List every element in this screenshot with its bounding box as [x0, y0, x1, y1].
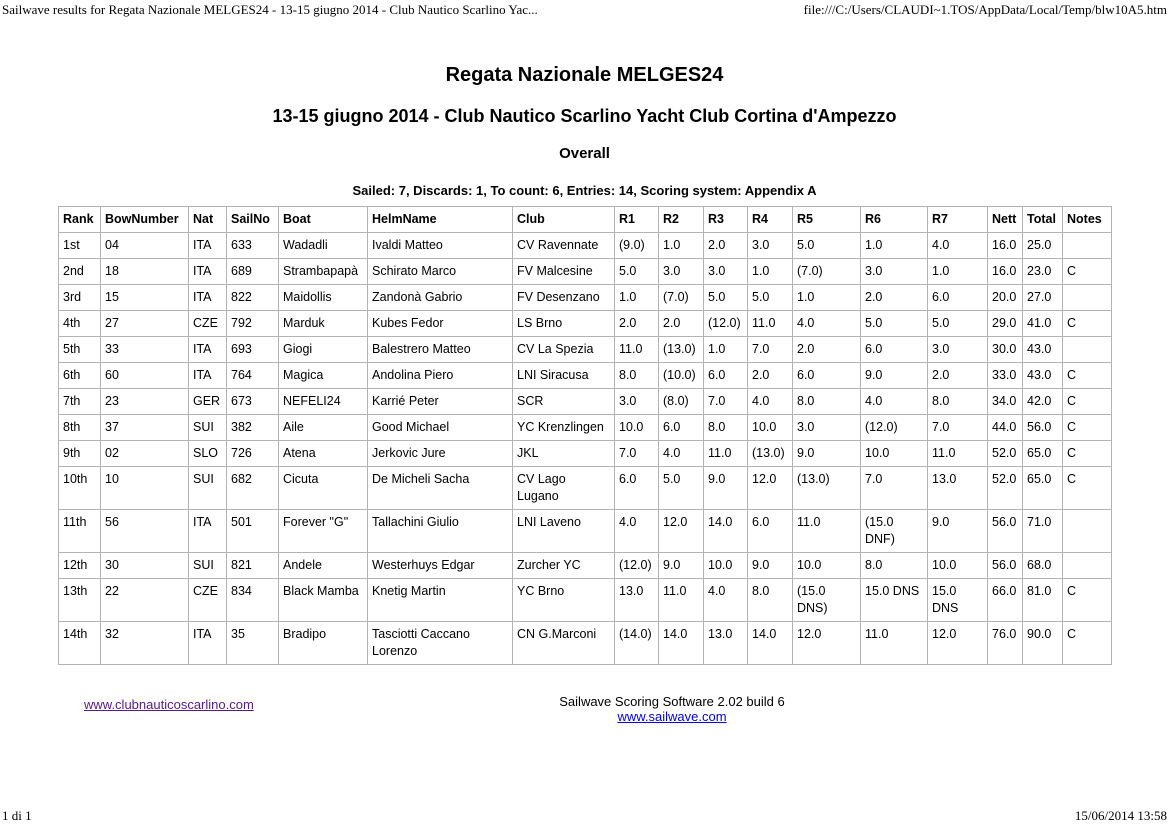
table-header-row: [59, 207, 1112, 233]
table-cell: Knetig Martin: [368, 579, 513, 622]
table-row: [59, 415, 1112, 441]
table-cell: 3.0: [748, 233, 793, 259]
table-cell: 23.0: [1023, 259, 1063, 285]
table-cell: Tasciotti Caccano Lorenzo: [368, 622, 513, 665]
table-cell: 6.0: [704, 363, 748, 389]
table-row: [59, 233, 1112, 259]
table-cell: 6.0: [659, 415, 704, 441]
table-cell: 1.0: [615, 285, 659, 311]
table-row: [59, 337, 1112, 363]
table-cell: 25.0: [1023, 233, 1063, 259]
table-row: [59, 622, 1112, 665]
table-cell: 7.0: [928, 415, 988, 441]
table-cell: Cicuta: [279, 467, 368, 510]
table-cell: Good Michael: [368, 415, 513, 441]
table-cell: ITA: [189, 259, 227, 285]
table-cell: Black Mamba: [279, 579, 368, 622]
table-cell: Zurcher YC: [513, 553, 615, 579]
table-cell: Schirato Marco: [368, 259, 513, 285]
table-cell: 8th: [59, 415, 101, 441]
column-header: R7: [928, 207, 988, 233]
table-cell: C: [1063, 579, 1112, 622]
table-cell: 65.0: [1023, 441, 1063, 467]
table-row: [59, 467, 1112, 510]
table-cell: ITA: [189, 510, 227, 553]
table-cell: 42.0: [1023, 389, 1063, 415]
table-cell: 689: [227, 259, 279, 285]
club-website-link[interactable]: www.clubnauticoscarlino.com: [84, 697, 254, 712]
table-cell: 71.0: [1023, 510, 1063, 553]
table-cell: 33: [101, 337, 189, 363]
table-cell: C: [1063, 622, 1112, 665]
table-cell: 3.0: [704, 259, 748, 285]
table-cell: C: [1063, 311, 1112, 337]
table-cell: 29.0: [988, 311, 1023, 337]
table-cell: 673: [227, 389, 279, 415]
table-cell: SUI: [189, 467, 227, 510]
table-cell: 4.0: [659, 441, 704, 467]
table-cell: 6th: [59, 363, 101, 389]
page-count: 1 di 1: [2, 808, 32, 823]
table-cell: 12.0: [748, 467, 793, 510]
table-cell: 8.0: [793, 389, 861, 415]
table-cell: LNI Siracusa: [513, 363, 615, 389]
table-cell: 90.0: [1023, 622, 1063, 665]
print-header-url: file:///C:/Users/CLAUDI~1.TOS/AppData/Local/Temp/blw10A5.htm: [803, 2, 1167, 17]
table-cell: 633: [227, 233, 279, 259]
table-cell: [1063, 233, 1112, 259]
table-cell: 2nd: [59, 259, 101, 285]
table-cell: 2.0: [615, 311, 659, 337]
software-credit-text: Sailwave Scoring Software 2.02 build 6: [559, 694, 785, 709]
table-cell: 13.0: [704, 622, 748, 665]
table-cell: 3rd: [59, 285, 101, 311]
table-cell: LNI Laveno: [513, 510, 615, 553]
table-cell: C: [1063, 363, 1112, 389]
print-header-title: Sailwave results for Regata Nazionale MELGES24 - 13-15 giugno 2014 - Club Nautico Scarlino Yac...: [2, 2, 538, 17]
table-cell: 10: [101, 467, 189, 510]
table-cell: Andele: [279, 553, 368, 579]
table-cell: 27: [101, 311, 189, 337]
table-cell: 10.0: [704, 553, 748, 579]
table-cell: 2.0: [659, 311, 704, 337]
column-header: Nett: [988, 207, 1023, 233]
table-cell: 14th: [59, 622, 101, 665]
table-cell: 16.0: [988, 259, 1023, 285]
table-cell: 4.0: [748, 389, 793, 415]
table-cell: (9.0): [615, 233, 659, 259]
table-cell: (15.0 DNS): [793, 579, 861, 622]
table-cell: 1.0: [861, 233, 928, 259]
table-cell: 41.0: [1023, 311, 1063, 337]
table-cell: ITA: [189, 622, 227, 665]
table-cell: 5.0: [861, 311, 928, 337]
table-cell: 52.0: [988, 441, 1023, 467]
table-cell: Zandonà Gabrio: [368, 285, 513, 311]
table-cell: 11.0: [928, 441, 988, 467]
table-cell: (12.0): [615, 553, 659, 579]
table-cell: NEFELI24: [279, 389, 368, 415]
table-cell: JKL: [513, 441, 615, 467]
table-cell: 501: [227, 510, 279, 553]
table-cell: 682: [227, 467, 279, 510]
table-cell: Balestrero Matteo: [368, 337, 513, 363]
table-cell: C: [1063, 259, 1112, 285]
table-cell: Karrié Peter: [368, 389, 513, 415]
table-row: [59, 441, 1112, 467]
table-cell: 9.0: [659, 553, 704, 579]
table-cell: 5th: [59, 337, 101, 363]
table-cell: Bradipo: [279, 622, 368, 665]
table-cell: 8.0: [928, 389, 988, 415]
table-cell: 1.0: [704, 337, 748, 363]
table-cell: 30.0: [988, 337, 1023, 363]
table-cell: 81.0: [1023, 579, 1063, 622]
table-cell: [1063, 337, 1112, 363]
table-cell: 3.0: [615, 389, 659, 415]
table-cell: 37: [101, 415, 189, 441]
table-cell: 10.0: [793, 553, 861, 579]
column-header: Boat: [279, 207, 368, 233]
table-cell: 5.0: [928, 311, 988, 337]
table-cell: Marduk: [279, 311, 368, 337]
table-cell: FV Desenzano: [513, 285, 615, 311]
table-cell: 5.0: [659, 467, 704, 510]
table-cell: 35: [227, 622, 279, 665]
table-cell: 11th: [59, 510, 101, 553]
table-cell: 11.0: [793, 510, 861, 553]
table-row: [59, 259, 1112, 285]
table-cell: 726: [227, 441, 279, 467]
table-cell: 14.0: [704, 510, 748, 553]
table-cell: Wadadli: [279, 233, 368, 259]
table-cell: Aile: [279, 415, 368, 441]
table-cell: 693: [227, 337, 279, 363]
table-cell: 27.0: [1023, 285, 1063, 311]
table-cell: 764: [227, 363, 279, 389]
table-cell: 52.0: [988, 467, 1023, 510]
table-cell: 9.0: [861, 363, 928, 389]
table-cell: YC Brno: [513, 579, 615, 622]
table-cell: (13.0): [748, 441, 793, 467]
table-cell: 68.0: [1023, 553, 1063, 579]
table-cell: SCR: [513, 389, 615, 415]
table-cell: 2.0: [704, 233, 748, 259]
table-cell: 8.0: [615, 363, 659, 389]
table-cell: 13.0: [615, 579, 659, 622]
table-cell: 7th: [59, 389, 101, 415]
table-cell: (12.0): [704, 311, 748, 337]
table-cell: ITA: [189, 363, 227, 389]
table-cell: 15: [101, 285, 189, 311]
scoring-summary: Sailed: 7, Discards: 1, To count: 6, Entries: 14, Scoring system: Appendix A: [352, 183, 817, 198]
table-cell: 10th: [59, 467, 101, 510]
table-cell: 15.0 DNS: [861, 579, 928, 622]
column-header: Notes: [1063, 207, 1112, 233]
table-cell: Maidollis: [279, 285, 368, 311]
table-cell: 43.0: [1023, 363, 1063, 389]
table-cell: 8.0: [861, 553, 928, 579]
event-subtitle: 13-15 giugno 2014 - Club Nautico Scarlino Yacht Club Cortina d'Ampezzo: [272, 106, 897, 126]
column-header: SailNo: [227, 207, 279, 233]
table-cell: YC Krenzlingen: [513, 415, 615, 441]
table-cell: Tallachini Giulio: [368, 510, 513, 553]
table-cell: 4.0: [793, 311, 861, 337]
column-header: R3: [704, 207, 748, 233]
table-cell: Jerkovic Jure: [368, 441, 513, 467]
table-cell: CN G.Marconi: [513, 622, 615, 665]
table-cell: CV La Spezia: [513, 337, 615, 363]
table-body: [59, 233, 1112, 665]
table-cell: 10.0: [928, 553, 988, 579]
table-cell: 5.0: [793, 233, 861, 259]
table-cell: (10.0): [659, 363, 704, 389]
table-cell: 04: [101, 233, 189, 259]
table-cell: 7.0: [615, 441, 659, 467]
table-cell: 9.0: [748, 553, 793, 579]
table-row: [59, 389, 1112, 415]
column-header: R5: [793, 207, 861, 233]
table-cell: 10.0: [861, 441, 928, 467]
table-cell: 16.0: [988, 233, 1023, 259]
table-cell: 3.0: [659, 259, 704, 285]
table-cell: Andolina Piero: [368, 363, 513, 389]
table-cell: 02: [101, 441, 189, 467]
column-header: R6: [861, 207, 928, 233]
table-cell: 14.0: [748, 622, 793, 665]
table-cell: 2.0: [748, 363, 793, 389]
software-credit: [545, 694, 799, 724]
table-cell: (14.0): [615, 622, 659, 665]
table-cell: [1063, 510, 1112, 553]
table-cell: ITA: [189, 233, 227, 259]
sailwave-link[interactable]: www.sailwave.com: [617, 709, 727, 724]
table-cell: 4.0: [615, 510, 659, 553]
table-cell: 11.0: [615, 337, 659, 363]
table-cell: 6.0: [861, 337, 928, 363]
table-cell: De Micheli Sacha: [368, 467, 513, 510]
table-cell: 4.0: [928, 233, 988, 259]
table-cell: (7.0): [793, 259, 861, 285]
table-cell: 3.0: [793, 415, 861, 441]
table-cell: Westerhuys Edgar: [368, 553, 513, 579]
table-cell: 23: [101, 389, 189, 415]
table-cell: 11.0: [659, 579, 704, 622]
column-header: Rank: [59, 207, 101, 233]
table-cell: 12.0: [659, 510, 704, 553]
column-header: R2: [659, 207, 704, 233]
table-cell: 14.0: [659, 622, 704, 665]
table-cell: 6.0: [615, 467, 659, 510]
table-cell: 1.0: [793, 285, 861, 311]
table-cell: 30: [101, 553, 189, 579]
table-cell: 12th: [59, 553, 101, 579]
section-title: Overall: [559, 145, 610, 162]
table-cell: 4.0: [861, 389, 928, 415]
table-cell: 1.0: [928, 259, 988, 285]
table-cell: 15.0 DNS: [928, 579, 988, 622]
column-header: BowNumber: [101, 207, 189, 233]
column-header: Total: [1023, 207, 1063, 233]
table-cell: GER: [189, 389, 227, 415]
table-cell: 33.0: [988, 363, 1023, 389]
table-cell: 6.0: [928, 285, 988, 311]
table-cell: 12.0: [928, 622, 988, 665]
table-cell: LS Brno: [513, 311, 615, 337]
table-cell: 9th: [59, 441, 101, 467]
table-cell: Strambapapà: [279, 259, 368, 285]
table-cell: [1063, 553, 1112, 579]
column-header: HelmName: [368, 207, 513, 233]
table-cell: Atena: [279, 441, 368, 467]
table-cell: 9.0: [928, 510, 988, 553]
table-cell: SUI: [189, 553, 227, 579]
table-cell: 1.0: [748, 259, 793, 285]
table-cell: 8.0: [704, 415, 748, 441]
table-cell: Ivaldi Matteo: [368, 233, 513, 259]
table-cell: C: [1063, 389, 1112, 415]
column-header: Club: [513, 207, 615, 233]
table-cell: 7.0: [861, 467, 928, 510]
table-cell: 56.0: [988, 510, 1023, 553]
table-cell: 65.0: [1023, 467, 1063, 510]
table-cell: 382: [227, 415, 279, 441]
table-cell: 13th: [59, 579, 101, 622]
table-row: [59, 579, 1112, 622]
table-cell: (13.0): [793, 467, 861, 510]
table-cell: ITA: [189, 337, 227, 363]
table-cell: 11.0: [861, 622, 928, 665]
table-cell: CV Lago Lugano: [513, 467, 615, 510]
table-cell: FV Malcesine: [513, 259, 615, 285]
table-cell: 9.0: [704, 467, 748, 510]
table-cell: SUI: [189, 415, 227, 441]
table-cell: 20.0: [988, 285, 1023, 311]
table-cell: 8.0: [748, 579, 793, 622]
column-header: Nat: [189, 207, 227, 233]
table-cell: 43.0: [1023, 337, 1063, 363]
table-cell: (12.0): [861, 415, 928, 441]
table-cell: 32: [101, 622, 189, 665]
table-cell: 22: [101, 579, 189, 622]
table-cell: CZE: [189, 579, 227, 622]
table-cell: 822: [227, 285, 279, 311]
table-cell: (15.0 DNF): [861, 510, 928, 553]
table-row: [59, 553, 1112, 579]
table-cell: 34.0: [988, 389, 1023, 415]
table-cell: 834: [227, 579, 279, 622]
table-cell: 1st: [59, 233, 101, 259]
table-cell: 2.0: [793, 337, 861, 363]
table-cell: C: [1063, 467, 1112, 510]
table-cell: CV Ravennate: [513, 233, 615, 259]
table-cell: 56: [101, 510, 189, 553]
column-header: R4: [748, 207, 793, 233]
table-cell: 10.0: [615, 415, 659, 441]
table-cell: 76.0: [988, 622, 1023, 665]
table-cell: 13.0: [928, 467, 988, 510]
table-cell: 7.0: [748, 337, 793, 363]
print-footer: [0, 808, 1169, 826]
table-cell: 56.0: [1023, 415, 1063, 441]
table-cell: 56.0: [988, 553, 1023, 579]
table-cell: 11.0: [704, 441, 748, 467]
table-cell: Forever "G": [279, 510, 368, 553]
table-cell: 1.0: [659, 233, 704, 259]
table-cell: (7.0): [659, 285, 704, 311]
table-cell: 2.0: [928, 363, 988, 389]
table-cell: ITA: [189, 285, 227, 311]
table-cell: Giogi: [279, 337, 368, 363]
table-cell: 2.0: [861, 285, 928, 311]
table-cell: 6.0: [793, 363, 861, 389]
table-cell: C: [1063, 441, 1112, 467]
table-cell: 12.0: [793, 622, 861, 665]
table-row: [59, 510, 1112, 553]
table-cell: 44.0: [988, 415, 1023, 441]
table-cell: 821: [227, 553, 279, 579]
table-cell: 60: [101, 363, 189, 389]
table-cell: 7.0: [704, 389, 748, 415]
table-cell: 66.0: [988, 579, 1023, 622]
table-row: [59, 285, 1112, 311]
table-cell: 11.0: [748, 311, 793, 337]
table-cell: CZE: [189, 311, 227, 337]
column-header: R1: [615, 207, 659, 233]
table-cell: 3.0: [928, 337, 988, 363]
table-cell: 5.0: [704, 285, 748, 311]
table-cell: Magica: [279, 363, 368, 389]
print-header: [0, 0, 1169, 22]
page-title: Regata Nazionale MELGES24: [445, 64, 724, 86]
table-cell: (8.0): [659, 389, 704, 415]
results-table: [58, 206, 1112, 665]
table-cell: 4th: [59, 311, 101, 337]
table-cell: 5.0: [748, 285, 793, 311]
table-cell: Kubes Fedor: [368, 311, 513, 337]
table-cell: 10.0: [748, 415, 793, 441]
table-row: [59, 363, 1112, 389]
table-cell: 3.0: [861, 259, 928, 285]
table-cell: 5.0: [615, 259, 659, 285]
table-cell: 4.0: [704, 579, 748, 622]
table-cell: 6.0: [748, 510, 793, 553]
table-cell: (13.0): [659, 337, 704, 363]
table-cell: 792: [227, 311, 279, 337]
table-cell: C: [1063, 415, 1112, 441]
table-cell: SLO: [189, 441, 227, 467]
table-row: [59, 311, 1112, 337]
table-cell: 9.0: [793, 441, 861, 467]
print-date: 15/06/2014 13:58: [1074, 808, 1167, 823]
table-cell: [1063, 285, 1112, 311]
table-cell: 18: [101, 259, 189, 285]
